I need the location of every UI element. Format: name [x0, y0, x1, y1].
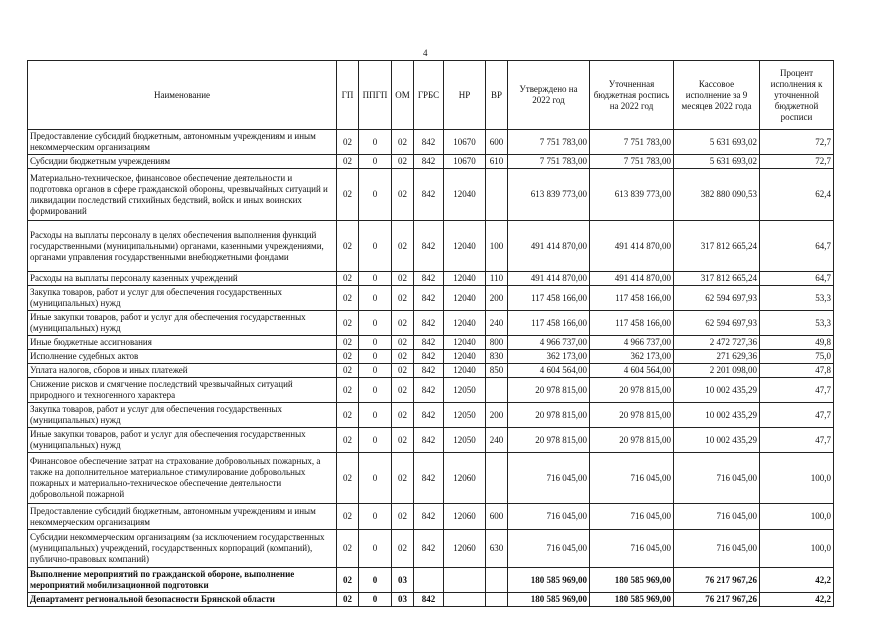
- cell-name: Исполнение судебных актов: [28, 350, 337, 364]
- cell-approved: 613 839 773,00: [508, 169, 590, 221]
- cell-refined: 180 585 969,00: [590, 568, 674, 593]
- cell-refined: 20 978 815,00: [590, 428, 674, 453]
- cell-refined: 4 966 737,00: [590, 336, 674, 350]
- cell-nr: 12050: [444, 378, 486, 403]
- cell-vr: 200: [486, 286, 508, 311]
- table-row: [28, 272, 834, 286]
- cell-om: 02: [392, 169, 414, 221]
- cell-percent: 100,0: [760, 453, 834, 504]
- cell-gp: 02: [337, 286, 359, 311]
- cell-vr: 850: [486, 364, 508, 378]
- header-approved: Утверждено на 2022 год: [508, 61, 590, 130]
- cell-grbs: 842: [414, 130, 444, 155]
- header-nr: НР: [444, 61, 486, 130]
- cell-ppgp: 0: [359, 311, 392, 336]
- cell-vr: 240: [486, 428, 508, 453]
- table-row: [28, 403, 834, 428]
- cell-percent: 62,4: [760, 169, 834, 221]
- cell-vr: 610: [486, 155, 508, 169]
- cell-name: Иные закупки товаров, работ и услуг для обеспечения государственных (муниципальных) нужд: [28, 311, 337, 336]
- cell-om: 02: [392, 453, 414, 504]
- cell-ppgp: 0: [359, 403, 392, 428]
- cell-name: Департамент региональной безопасности Брянской области: [28, 593, 337, 607]
- cell-name: Выполнение мероприятий по гражданской обороне, выполнение мероприятий мобилизационной подготовки: [28, 568, 337, 593]
- table-row: [28, 364, 834, 378]
- cell-vr: 600: [486, 504, 508, 530]
- cell-percent: 53,3: [760, 286, 834, 311]
- cell-ppgp: 0: [359, 504, 392, 530]
- table-header-row: [28, 61, 834, 130]
- cell-refined: 4 604 564,00: [590, 364, 674, 378]
- header-gp: ГП: [337, 61, 359, 130]
- cell-cash: 5 631 693,02: [674, 155, 760, 169]
- cell-grbs: 842: [414, 286, 444, 311]
- cell-approved: 20 978 815,00: [508, 403, 590, 428]
- cell-percent: 100,0: [760, 504, 834, 530]
- cell-name: Расходы на выплаты персоналу в целях обеспечения выполнения функций государственными (муниципальными) органами, казенными учреждениями, органами управления государственными внебюджетными фондами: [28, 221, 337, 272]
- cell-cash: 2 472 727,36: [674, 336, 760, 350]
- cell-nr: 12050: [444, 403, 486, 428]
- cell-approved: 491 414 870,00: [508, 272, 590, 286]
- cell-vr: [486, 593, 508, 607]
- cell-gp: 02: [337, 530, 359, 568]
- cell-om: 02: [392, 130, 414, 155]
- cell-nr: 12040: [444, 336, 486, 350]
- cell-percent: 47,7: [760, 403, 834, 428]
- cell-nr: 10670: [444, 155, 486, 169]
- cell-percent: 72,7: [760, 130, 834, 155]
- cell-vr: 100: [486, 221, 508, 272]
- cell-vr: [486, 378, 508, 403]
- cell-percent: 100,0: [760, 530, 834, 568]
- cell-gp: 02: [337, 169, 359, 221]
- cell-cash: 382 880 090,53: [674, 169, 760, 221]
- cell-nr: [444, 593, 486, 607]
- cell-grbs: 842: [414, 311, 444, 336]
- header-name: Наименование: [28, 61, 337, 130]
- cell-gp: 02: [337, 364, 359, 378]
- cell-ppgp: 0: [359, 364, 392, 378]
- cell-vr: [486, 568, 508, 593]
- cell-percent: 72,7: [760, 155, 834, 169]
- cell-refined: 117 458 166,00: [590, 286, 674, 311]
- cell-approved: 7 751 783,00: [508, 155, 590, 169]
- cell-ppgp: 0: [359, 378, 392, 403]
- cell-gp: 02: [337, 504, 359, 530]
- cell-ppgp: 0: [359, 593, 392, 607]
- page-number: 4: [423, 48, 428, 58]
- cell-grbs: 842: [414, 504, 444, 530]
- table-row: [28, 504, 834, 530]
- table-row: [28, 155, 834, 169]
- cell-nr: 12060: [444, 504, 486, 530]
- table-row: [28, 428, 834, 453]
- cell-cash: 76 217 967,26: [674, 593, 760, 607]
- cell-ppgp: 0: [359, 350, 392, 364]
- cell-nr: 12040: [444, 350, 486, 364]
- cell-gp: 02: [337, 130, 359, 155]
- cell-cash: 2 201 098,00: [674, 364, 760, 378]
- cell-gp: 02: [337, 593, 359, 607]
- cell-grbs: 842: [414, 350, 444, 364]
- cell-vr: 200: [486, 403, 508, 428]
- cell-refined: 716 045,00: [590, 504, 674, 530]
- cell-grbs: 842: [414, 155, 444, 169]
- cell-grbs: 842: [414, 593, 444, 607]
- cell-refined: 613 839 773,00: [590, 169, 674, 221]
- cell-vr: 110: [486, 272, 508, 286]
- cell-grbs: 842: [414, 221, 444, 272]
- cell-ppgp: 0: [359, 428, 392, 453]
- cell-om: 02: [392, 530, 414, 568]
- cell-approved: 180 585 969,00: [508, 568, 590, 593]
- cell-name: Снижение рисков и смягчение последствий чрезвычайных ситуаций природного и техногенного характера: [28, 378, 337, 403]
- cell-name: Закупка товаров, работ и услуг для обеспечения государственных (муниципальных) нужд: [28, 403, 337, 428]
- cell-nr: 12040: [444, 221, 486, 272]
- cell-gp: 02: [337, 155, 359, 169]
- cell-percent: 47,7: [760, 428, 834, 453]
- cell-vr: 240: [486, 311, 508, 336]
- cell-vr: 630: [486, 530, 508, 568]
- cell-cash: 76 217 967,26: [674, 568, 760, 593]
- cell-refined: 20 978 815,00: [590, 378, 674, 403]
- cell-gp: 02: [337, 350, 359, 364]
- table-row: [28, 130, 834, 155]
- cell-ppgp: 0: [359, 221, 392, 272]
- cell-vr: [486, 169, 508, 221]
- cell-om: 02: [392, 286, 414, 311]
- header-cash: Кассовое исполнение за 9 месяцев 2022 года: [674, 61, 760, 130]
- cell-om: 02: [392, 350, 414, 364]
- cell-percent: 47,8: [760, 364, 834, 378]
- cell-grbs: 842: [414, 169, 444, 221]
- cell-approved: 180 585 969,00: [508, 593, 590, 607]
- cell-approved: 716 045,00: [508, 530, 590, 568]
- cell-name: Иные бюджетные ассигнования: [28, 336, 337, 350]
- cell-ppgp: 0: [359, 169, 392, 221]
- cell-approved: 716 045,00: [508, 504, 590, 530]
- cell-cash: 62 594 697,93: [674, 311, 760, 336]
- cell-percent: 42,2: [760, 593, 834, 607]
- cell-vr: [486, 453, 508, 504]
- cell-ppgp: 0: [359, 530, 392, 568]
- cell-gp: 02: [337, 221, 359, 272]
- cell-grbs: 842: [414, 378, 444, 403]
- cell-refined: 362 173,00: [590, 350, 674, 364]
- cell-vr: 600: [486, 130, 508, 155]
- header-refined: Уточненная бюджетная роспись на 2022 год: [590, 61, 674, 130]
- cell-ppgp: 0: [359, 155, 392, 169]
- cell-ppgp: 0: [359, 272, 392, 286]
- cell-percent: 64,7: [760, 221, 834, 272]
- cell-approved: 716 045,00: [508, 453, 590, 504]
- cell-vr: 830: [486, 350, 508, 364]
- cell-name: Уплата налогов, сборов и иных платежей: [28, 364, 337, 378]
- table-row: [28, 221, 834, 272]
- cell-name: Предоставление субсидий бюджетным, автономным учреждениям и иным некоммерческим организациям: [28, 130, 337, 155]
- header-vr: ВР: [486, 61, 508, 130]
- cell-gp: 02: [337, 378, 359, 403]
- header-grbs: ГРБС: [414, 61, 444, 130]
- cell-approved: 117 458 166,00: [508, 286, 590, 311]
- table-row: [28, 568, 834, 593]
- cell-grbs: 842: [414, 364, 444, 378]
- cell-cash: 716 045,00: [674, 530, 760, 568]
- cell-approved: 20 978 815,00: [508, 428, 590, 453]
- cell-cash: 317 812 665,24: [674, 272, 760, 286]
- header-percent: Процент исполнения к уточненной бюджетной росписи: [760, 61, 834, 130]
- cell-nr: 12060: [444, 453, 486, 504]
- cell-refined: 716 045,00: [590, 530, 674, 568]
- cell-refined: 491 414 870,00: [590, 221, 674, 272]
- cell-name: Финансовое обеспечение затрат на страхование добровольных пожарных, а также на дополнительное материальное стимулирование добровольных пожарных и материально-техническое обеспечение деятельности добровольной пожарной: [28, 453, 337, 504]
- cell-om: 02: [392, 428, 414, 453]
- cell-percent: 42,2: [760, 568, 834, 593]
- cell-cash: 10 002 435,29: [674, 378, 760, 403]
- cell-nr: 12040: [444, 286, 486, 311]
- cell-refined: 7 751 783,00: [590, 130, 674, 155]
- cell-om: 03: [392, 568, 414, 593]
- cell-nr: [444, 568, 486, 593]
- cell-gp: 02: [337, 311, 359, 336]
- cell-nr: 10670: [444, 130, 486, 155]
- table-row: [28, 350, 834, 364]
- cell-approved: 20 978 815,00: [508, 378, 590, 403]
- cell-percent: 53,3: [760, 311, 834, 336]
- cell-name: Материально-техническое, финансовое обеспечение деятельности и подготовка органов в сфере гражданской обороны, чрезвычайных ситуаций и ликвидации последствий стихийных бедствий, войск и иных воинских формирований: [28, 169, 337, 221]
- cell-cash: 10 002 435,29: [674, 403, 760, 428]
- cell-om: 02: [392, 311, 414, 336]
- cell-cash: 716 045,00: [674, 504, 760, 530]
- cell-cash: 271 629,36: [674, 350, 760, 364]
- table-row: [28, 336, 834, 350]
- cell-refined: 20 978 815,00: [590, 403, 674, 428]
- cell-vr: 800: [486, 336, 508, 350]
- cell-approved: 362 173,00: [508, 350, 590, 364]
- cell-name: Закупка товаров, работ и услуг для обеспечения государственных (муниципальных) нужд: [28, 286, 337, 311]
- table-row: [28, 593, 834, 607]
- cell-ppgp: 0: [359, 453, 392, 504]
- cell-grbs: 842: [414, 403, 444, 428]
- cell-refined: 117 458 166,00: [590, 311, 674, 336]
- cell-nr: 12040: [444, 364, 486, 378]
- cell-grbs: 842: [414, 428, 444, 453]
- cell-name: Иные закупки товаров, работ и услуг для обеспечения государственных (муниципальных) нужд: [28, 428, 337, 453]
- cell-om: 02: [392, 272, 414, 286]
- cell-nr: 12050: [444, 428, 486, 453]
- cell-grbs: 842: [414, 272, 444, 286]
- cell-cash: 5 631 693,02: [674, 130, 760, 155]
- cell-approved: 4 966 737,00: [508, 336, 590, 350]
- cell-gp: 02: [337, 336, 359, 350]
- cell-refined: 716 045,00: [590, 453, 674, 504]
- cell-om: 02: [392, 378, 414, 403]
- cell-ppgp: 0: [359, 286, 392, 311]
- cell-refined: 7 751 783,00: [590, 155, 674, 169]
- cell-ppgp: 0: [359, 336, 392, 350]
- cell-grbs: [414, 568, 444, 593]
- cell-name: Субсидии бюджетным учреждениям: [28, 155, 337, 169]
- cell-cash: 716 045,00: [674, 453, 760, 504]
- cell-nr: 12040: [444, 311, 486, 336]
- cell-om: 02: [392, 221, 414, 272]
- cell-name: Предоставление субсидий бюджетным, автономным учреждениям и иным некоммерческим организациям: [28, 504, 337, 530]
- cell-nr: 12040: [444, 169, 486, 221]
- cell-gp: 02: [337, 428, 359, 453]
- header-ppgp: ППГП: [359, 61, 392, 130]
- table-row: [28, 453, 834, 504]
- cell-om: 03: [392, 593, 414, 607]
- table-row: [28, 169, 834, 221]
- cell-grbs: 842: [414, 336, 444, 350]
- cell-refined: 491 414 870,00: [590, 272, 674, 286]
- cell-gp: 02: [337, 403, 359, 428]
- cell-om: 02: [392, 364, 414, 378]
- budget-table: [27, 60, 834, 607]
- cell-name: Субсидии некоммерческим организациям (за исключением государственных (муниципальных) учреждений, государственных корпораций (компаний), публично-правовых компаний): [28, 530, 337, 568]
- table-row: [28, 378, 834, 403]
- cell-nr: 12060: [444, 530, 486, 568]
- cell-grbs: 842: [414, 453, 444, 504]
- header-om: ОМ: [392, 61, 414, 130]
- cell-percent: 49,8: [760, 336, 834, 350]
- cell-approved: 117 458 166,00: [508, 311, 590, 336]
- table-row: [28, 286, 834, 311]
- cell-om: 02: [392, 504, 414, 530]
- cell-approved: 7 751 783,00: [508, 130, 590, 155]
- table-row: [28, 530, 834, 568]
- cell-cash: 317 812 665,24: [674, 221, 760, 272]
- cell-ppgp: 0: [359, 568, 392, 593]
- cell-approved: 4 604 564,00: [508, 364, 590, 378]
- cell-refined: 180 585 969,00: [590, 593, 674, 607]
- cell-gp: 02: [337, 453, 359, 504]
- cell-om: 02: [392, 155, 414, 169]
- cell-name: Расходы на выплаты персоналу казенных учреждений: [28, 272, 337, 286]
- cell-approved: 491 414 870,00: [508, 221, 590, 272]
- cell-grbs: 842: [414, 530, 444, 568]
- cell-om: 02: [392, 403, 414, 428]
- cell-gp: 02: [337, 272, 359, 286]
- cell-nr: 12040: [444, 272, 486, 286]
- cell-percent: 64,7: [760, 272, 834, 286]
- table-row: [28, 311, 834, 336]
- cell-cash: 10 002 435,29: [674, 428, 760, 453]
- cell-percent: 75,0: [760, 350, 834, 364]
- cell-om: 02: [392, 336, 414, 350]
- cell-ppgp: 0: [359, 130, 392, 155]
- cell-cash: 62 594 697,93: [674, 286, 760, 311]
- cell-percent: 47,7: [760, 378, 834, 403]
- cell-gp: 02: [337, 568, 359, 593]
